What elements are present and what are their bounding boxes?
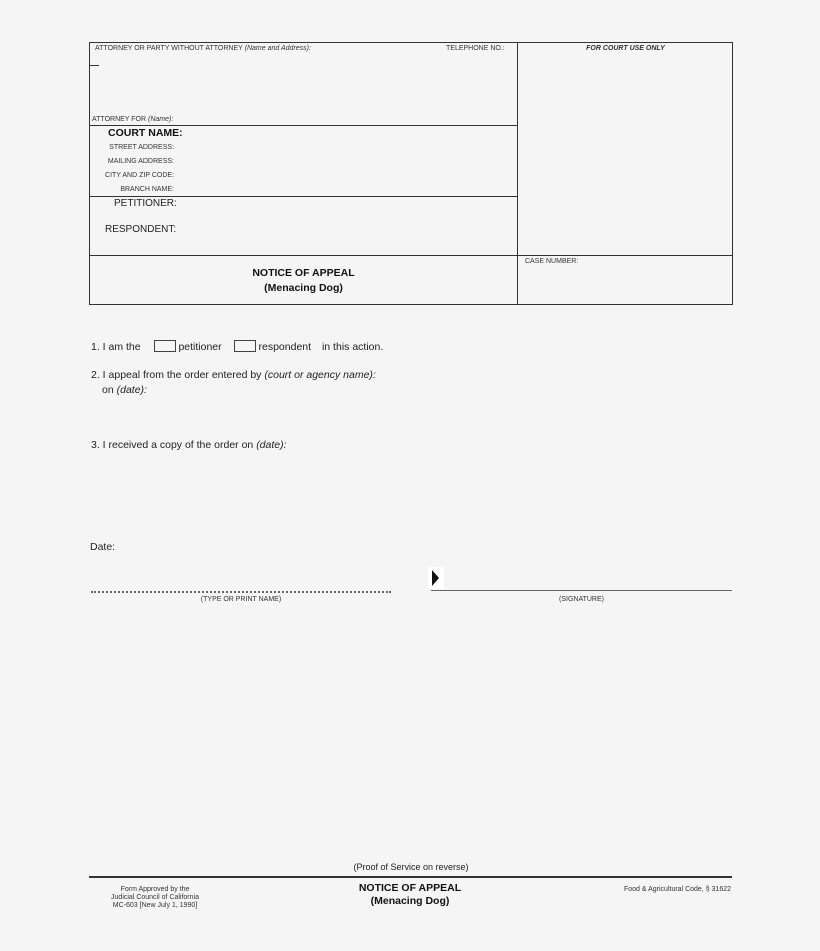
respondent-label: RESPONDENT: <box>105 224 177 235</box>
footer-title: NOTICE OF APPEAL <box>358 882 462 894</box>
attorney-for-label: ATTORNEY FOR <box>92 116 147 123</box>
item-1-suffix: in this action. <box>321 341 384 353</box>
form-subtitle: (Menacing Dog) <box>264 282 343 294</box>
petitioner-field[interactable] <box>114 198 177 209</box>
street-address-label: STREET ADDRESS: <box>109 144 174 151</box>
item-2-date[interactable] <box>102 384 147 396</box>
date-label: Date: <box>90 541 116 553</box>
street-address-field[interactable] <box>92 144 174 151</box>
case-number-field[interactable] <box>525 258 578 265</box>
approval-line-2: Judicial Council of California <box>111 894 199 901</box>
case-number-label: CASE NUMBER: <box>525 258 579 265</box>
telephone-field[interactable] <box>446 45 505 52</box>
signature-arrow-icon <box>428 567 444 589</box>
item-2[interactable] <box>91 369 376 381</box>
branch-name-label: BRANCH NAME: <box>120 186 174 193</box>
respondent-field[interactable] <box>105 224 176 235</box>
mailing-address-label: MAILING ADDRESS: <box>107 158 174 165</box>
code-reference: Food & Agricultural Code, § 31622 <box>623 886 731 893</box>
form-approval <box>100 886 210 910</box>
attorney-section-divider <box>89 125 518 126</box>
caption-box <box>89 42 733 305</box>
respondent-option-label: respondent <box>258 341 312 353</box>
margin-tick <box>89 65 99 66</box>
footer-subtitle: (Menacing Dog) <box>370 895 450 907</box>
item-1-prefix: 1. I am the <box>91 341 141 353</box>
item-3-text: 3. I received a copy of the order on <box>91 439 254 451</box>
title-section-divider <box>89 255 733 256</box>
signature-line[interactable] <box>431 590 732 591</box>
form-title: NOTICE OF APPEAL <box>252 267 355 279</box>
item-3[interactable] <box>91 439 287 451</box>
item-2-text: 2. I appeal from the order entered by <box>91 369 262 381</box>
respondent-checkbox[interactable] <box>234 340 256 352</box>
branch-name-field[interactable] <box>92 186 174 193</box>
attorney-label: ATTORNEY OR PARTY WITHOUT ATTORNEY <box>95 45 243 52</box>
attorney-field[interactable] <box>95 45 311 52</box>
footer-rule <box>89 876 732 878</box>
item-2-date-italic: (date): <box>116 384 147 396</box>
mailing-address-field[interactable] <box>92 158 174 165</box>
court-section-divider <box>89 196 518 197</box>
proof-of-service-note: (Proof of Service on reverse) <box>353 862 469 872</box>
item-3-italic: (date): <box>256 439 287 451</box>
court-use-only-label: FOR COURT USE ONLY <box>586 45 665 52</box>
petitioner-option-label: petitioner <box>178 341 222 353</box>
date-field[interactable] <box>90 541 115 553</box>
item-1 <box>91 340 383 353</box>
caption-divider <box>517 42 518 305</box>
approval-line-1: Form Approved by the <box>120 886 190 893</box>
petitioner-checkbox[interactable] <box>154 340 176 352</box>
item-2-italic: (court or agency name): <box>264 369 376 381</box>
item-2-date-prefix: on <box>102 384 114 396</box>
petitioner-label: PETITIONER: <box>114 198 177 209</box>
attorney-for-italic: (Name): <box>148 116 174 123</box>
attorney-label-italic: (Name and Address): <box>244 45 311 52</box>
city-zip-field[interactable] <box>92 172 174 179</box>
signature-caption: (SIGNATURE) <box>559 596 604 603</box>
print-name-caption: (TYPE OR PRINT NAME) <box>200 596 282 603</box>
attorney-for-field[interactable] <box>92 116 173 123</box>
print-name-line[interactable] <box>91 591 391 593</box>
court-name-label: COURT NAME: <box>108 127 183 139</box>
approval-line-3: MC-603 [New July 1, 1990] <box>112 902 198 909</box>
telephone-label: TELEPHONE NO.: <box>446 45 505 52</box>
city-zip-label: CITY AND ZIP CODE: <box>105 172 174 179</box>
